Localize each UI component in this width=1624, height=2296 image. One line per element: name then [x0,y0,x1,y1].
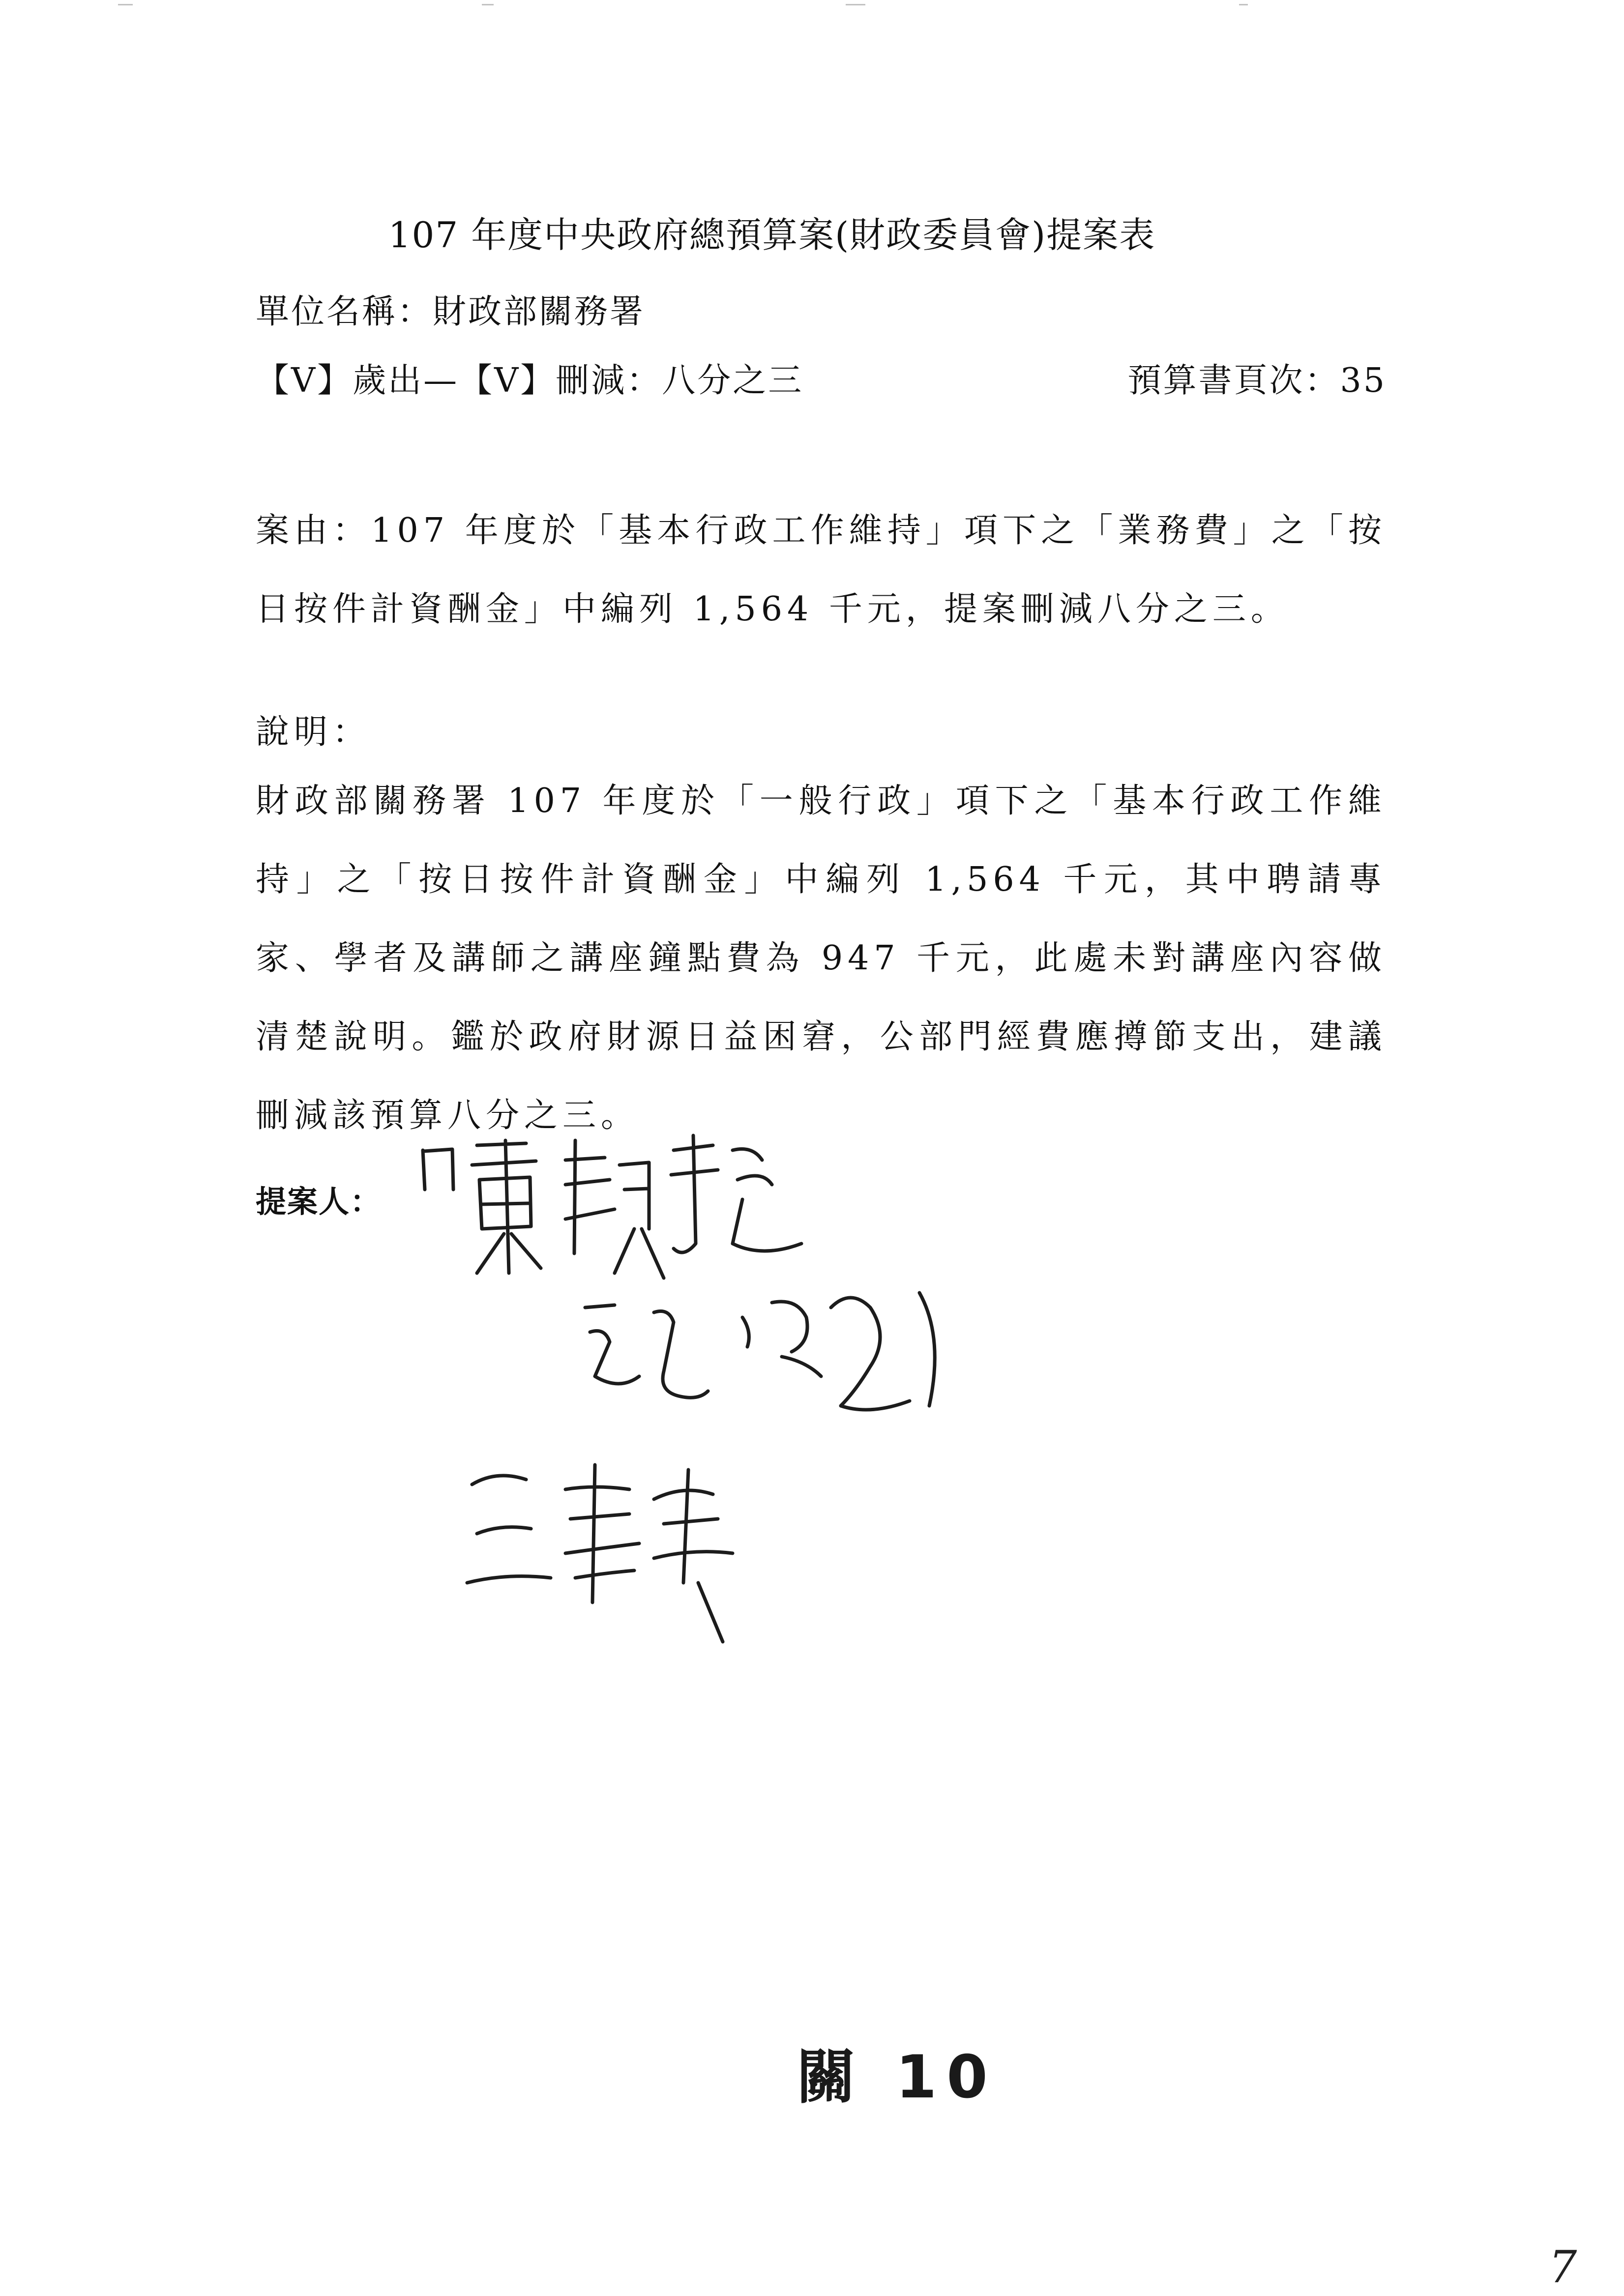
handwritten-signature-3 [467,1455,801,1642]
explanation-label: 說明： [256,713,371,752]
proposer-label: 提案人： [256,1184,382,1220]
scan-speck [118,4,133,5]
budget-action: 【V】歲出—【V】刪減：八分之三 [256,361,804,400]
explanation-body: 財政部關務署 107 年度於「一般行政」項下之「基本行政工作維持」之「按日按件計資酬金」中編列 1,564 千元，其中聘請專家、學者及講師之講座鐘點費為 947 千元，此處未對講座內容做清楚說明。鑑於政府財源日益困窘，公部門經費應撙節支出，建議刪減該預算八分之三。 [256,782,1387,1135]
handwritten-signature-1 [418,1131,811,1293]
scan-speck [846,4,865,5]
unit-name: 單位名稱：財政部關務署 [256,292,646,331]
scan-speck [482,4,494,5]
scan-speck [1239,4,1248,5]
handwritten-reference-mark: 關 10 [797,2043,998,2112]
proposal-reason: 案由：107 年度於「基本行政工作維持」項下之「業務費」之「按日按件計資酬金」中編列 1,564 千元，提案刪減八分之三。 [256,511,1387,629]
handwritten-page-number: 7 [1549,2241,1577,2293]
budget-page-reference: 預算書頁次：35 [1127,361,1387,400]
budget-line [256,354,1387,402]
handwritten-signature-2 [575,1278,949,1440]
document-title: 107 年度中央政府總預算案(財政委員會)提案表 [388,214,1156,256]
